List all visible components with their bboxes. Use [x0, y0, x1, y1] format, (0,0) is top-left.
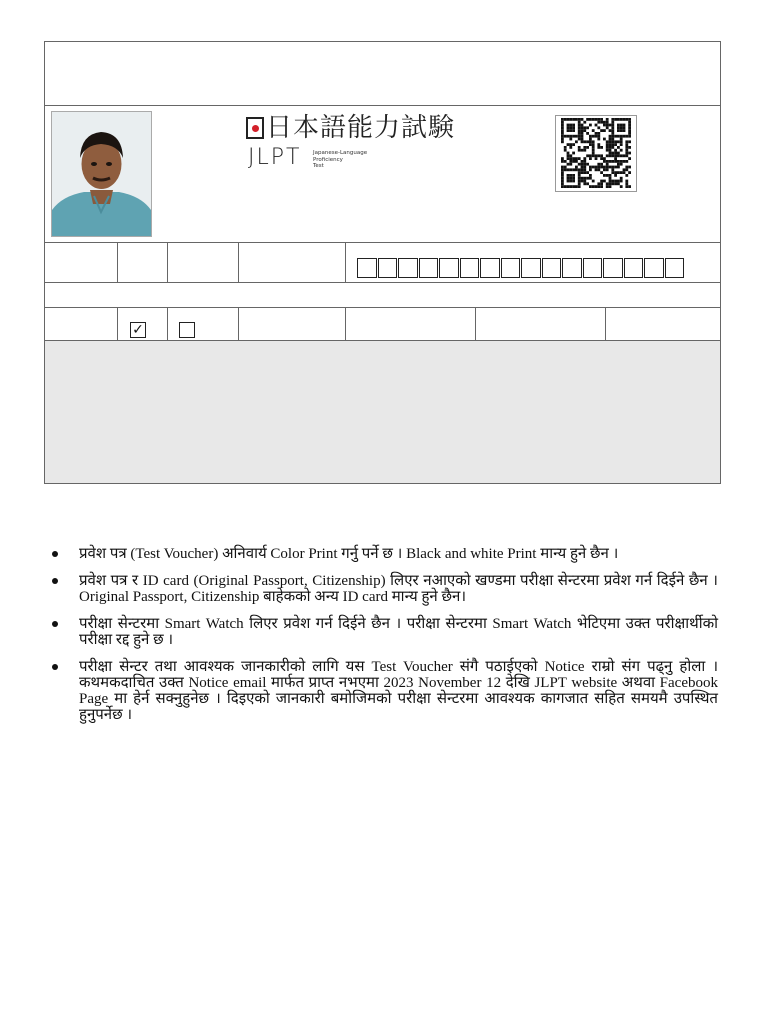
- registration-digit-box: [460, 258, 480, 278]
- row3-divider: [238, 308, 239, 340]
- row3-divider: [475, 308, 476, 340]
- registration-digit-box: [603, 258, 623, 278]
- jlpt-logo-subtitle: Japanese-Language Proficiency Test: [313, 150, 368, 169]
- registration-digit-box: [378, 258, 398, 278]
- voucher-info-row-2: [45, 283, 720, 308]
- row3-divider: [345, 308, 346, 340]
- bullet-icon: [52, 621, 58, 627]
- registration-digit-box: [542, 258, 562, 278]
- registration-digit-box: [562, 258, 582, 278]
- voucher-info-row-1: [45, 242, 720, 283]
- registration-digit-box: [419, 258, 439, 278]
- registration-digit-box: [521, 258, 541, 278]
- voucher-top-blank-row: [45, 42, 720, 106]
- qr-code-graphic: [556, 116, 636, 191]
- instruction-item: प्रवेश पत्र (Test Voucher) अनिवार्य Color Print गर्नु पर्ने छ । Black and white Print मान्य हुने छैन ।: [48, 546, 718, 562]
- bullet-icon: [52, 578, 58, 584]
- row1-divider: [238, 242, 239, 282]
- row3-divider: [167, 308, 168, 340]
- hinomaru-flag-icon: [246, 117, 264, 139]
- registration-digit-box: [480, 258, 500, 278]
- row3-divider: [605, 308, 606, 340]
- registration-digit-box: [439, 258, 459, 278]
- jlpt-logo: [246, 113, 476, 178]
- registration-digit-box: [624, 258, 644, 278]
- row3-divider: [117, 308, 118, 340]
- voucher-gray-panel: [45, 341, 720, 483]
- person-photo-icon: [52, 112, 151, 236]
- instruction-item: परीक्षा सेन्टरमा Smart Watch लिएर प्रवेश गर्न दिईने छैन । परीक्षा सेन्टरमा Smart Watch भेटिएमा उक्त परीक्षार्थीको परीक्षा रद्द हुने छ ।: [48, 616, 718, 648]
- row1-divider: [345, 242, 346, 282]
- unchecked-checkbox[interactable]: [179, 322, 195, 338]
- registration-digit-box: [644, 258, 664, 278]
- registration-digit-box: [665, 258, 685, 278]
- row1-divider: [117, 242, 118, 282]
- registration-digit-box: [583, 258, 603, 278]
- registration-digit-box: [501, 258, 521, 278]
- qr-code-icon: [555, 115, 637, 192]
- row1-divider: [167, 242, 168, 282]
- test-voucher-card: [44, 41, 721, 484]
- registration-digit-box: [398, 258, 418, 278]
- bullet-icon: [52, 664, 58, 670]
- bullet-icon: [52, 551, 58, 557]
- instruction-item: प्रवेश पत्र र ID card (Original Passport, Citizenship) लिएर नआएको खण्डमा परीक्षा सेन्टरमा प्रवेश गर्न दिईने छैन । Original Passport, Citizenship बाहेकको अन्य ID card मान्य हुने छैन।: [48, 573, 718, 605]
- registration-digit-box: [357, 258, 377, 278]
- checked-checkbox[interactable]: ✓: [130, 322, 146, 338]
- voucher-header-row: [45, 105, 720, 243]
- jlpt-logo-kanji: 日本語能力試験: [246, 113, 455, 143]
- candidate-photo: [51, 111, 152, 237]
- instruction-item: परीक्षा सेन्टर तथा आवश्यक जानकारीको लागि यस Test Voucher संगै पठाईएको Notice राम्रो संग पढ्नु होला । कथमकदाचित उक्त Notice email मार्फत प्राप्त नभएमा 2023 November 12 देखि JLPT website अथवा Facebook Page मा हेर्न सक्नुहुनेछ । दिइएको जानकारी बमोजिमको परीक्षा सेन्टरमा आवश्यक कागजात सहित समयमै उपस्थित हुनुपर्नेछ ।: [48, 659, 718, 723]
- registration-number-boxes: [357, 258, 685, 278]
- jlpt-logo-text: JLPT: [248, 145, 302, 170]
- instructions-list: [48, 546, 718, 734]
- voucher-info-row-3: [45, 308, 720, 341]
